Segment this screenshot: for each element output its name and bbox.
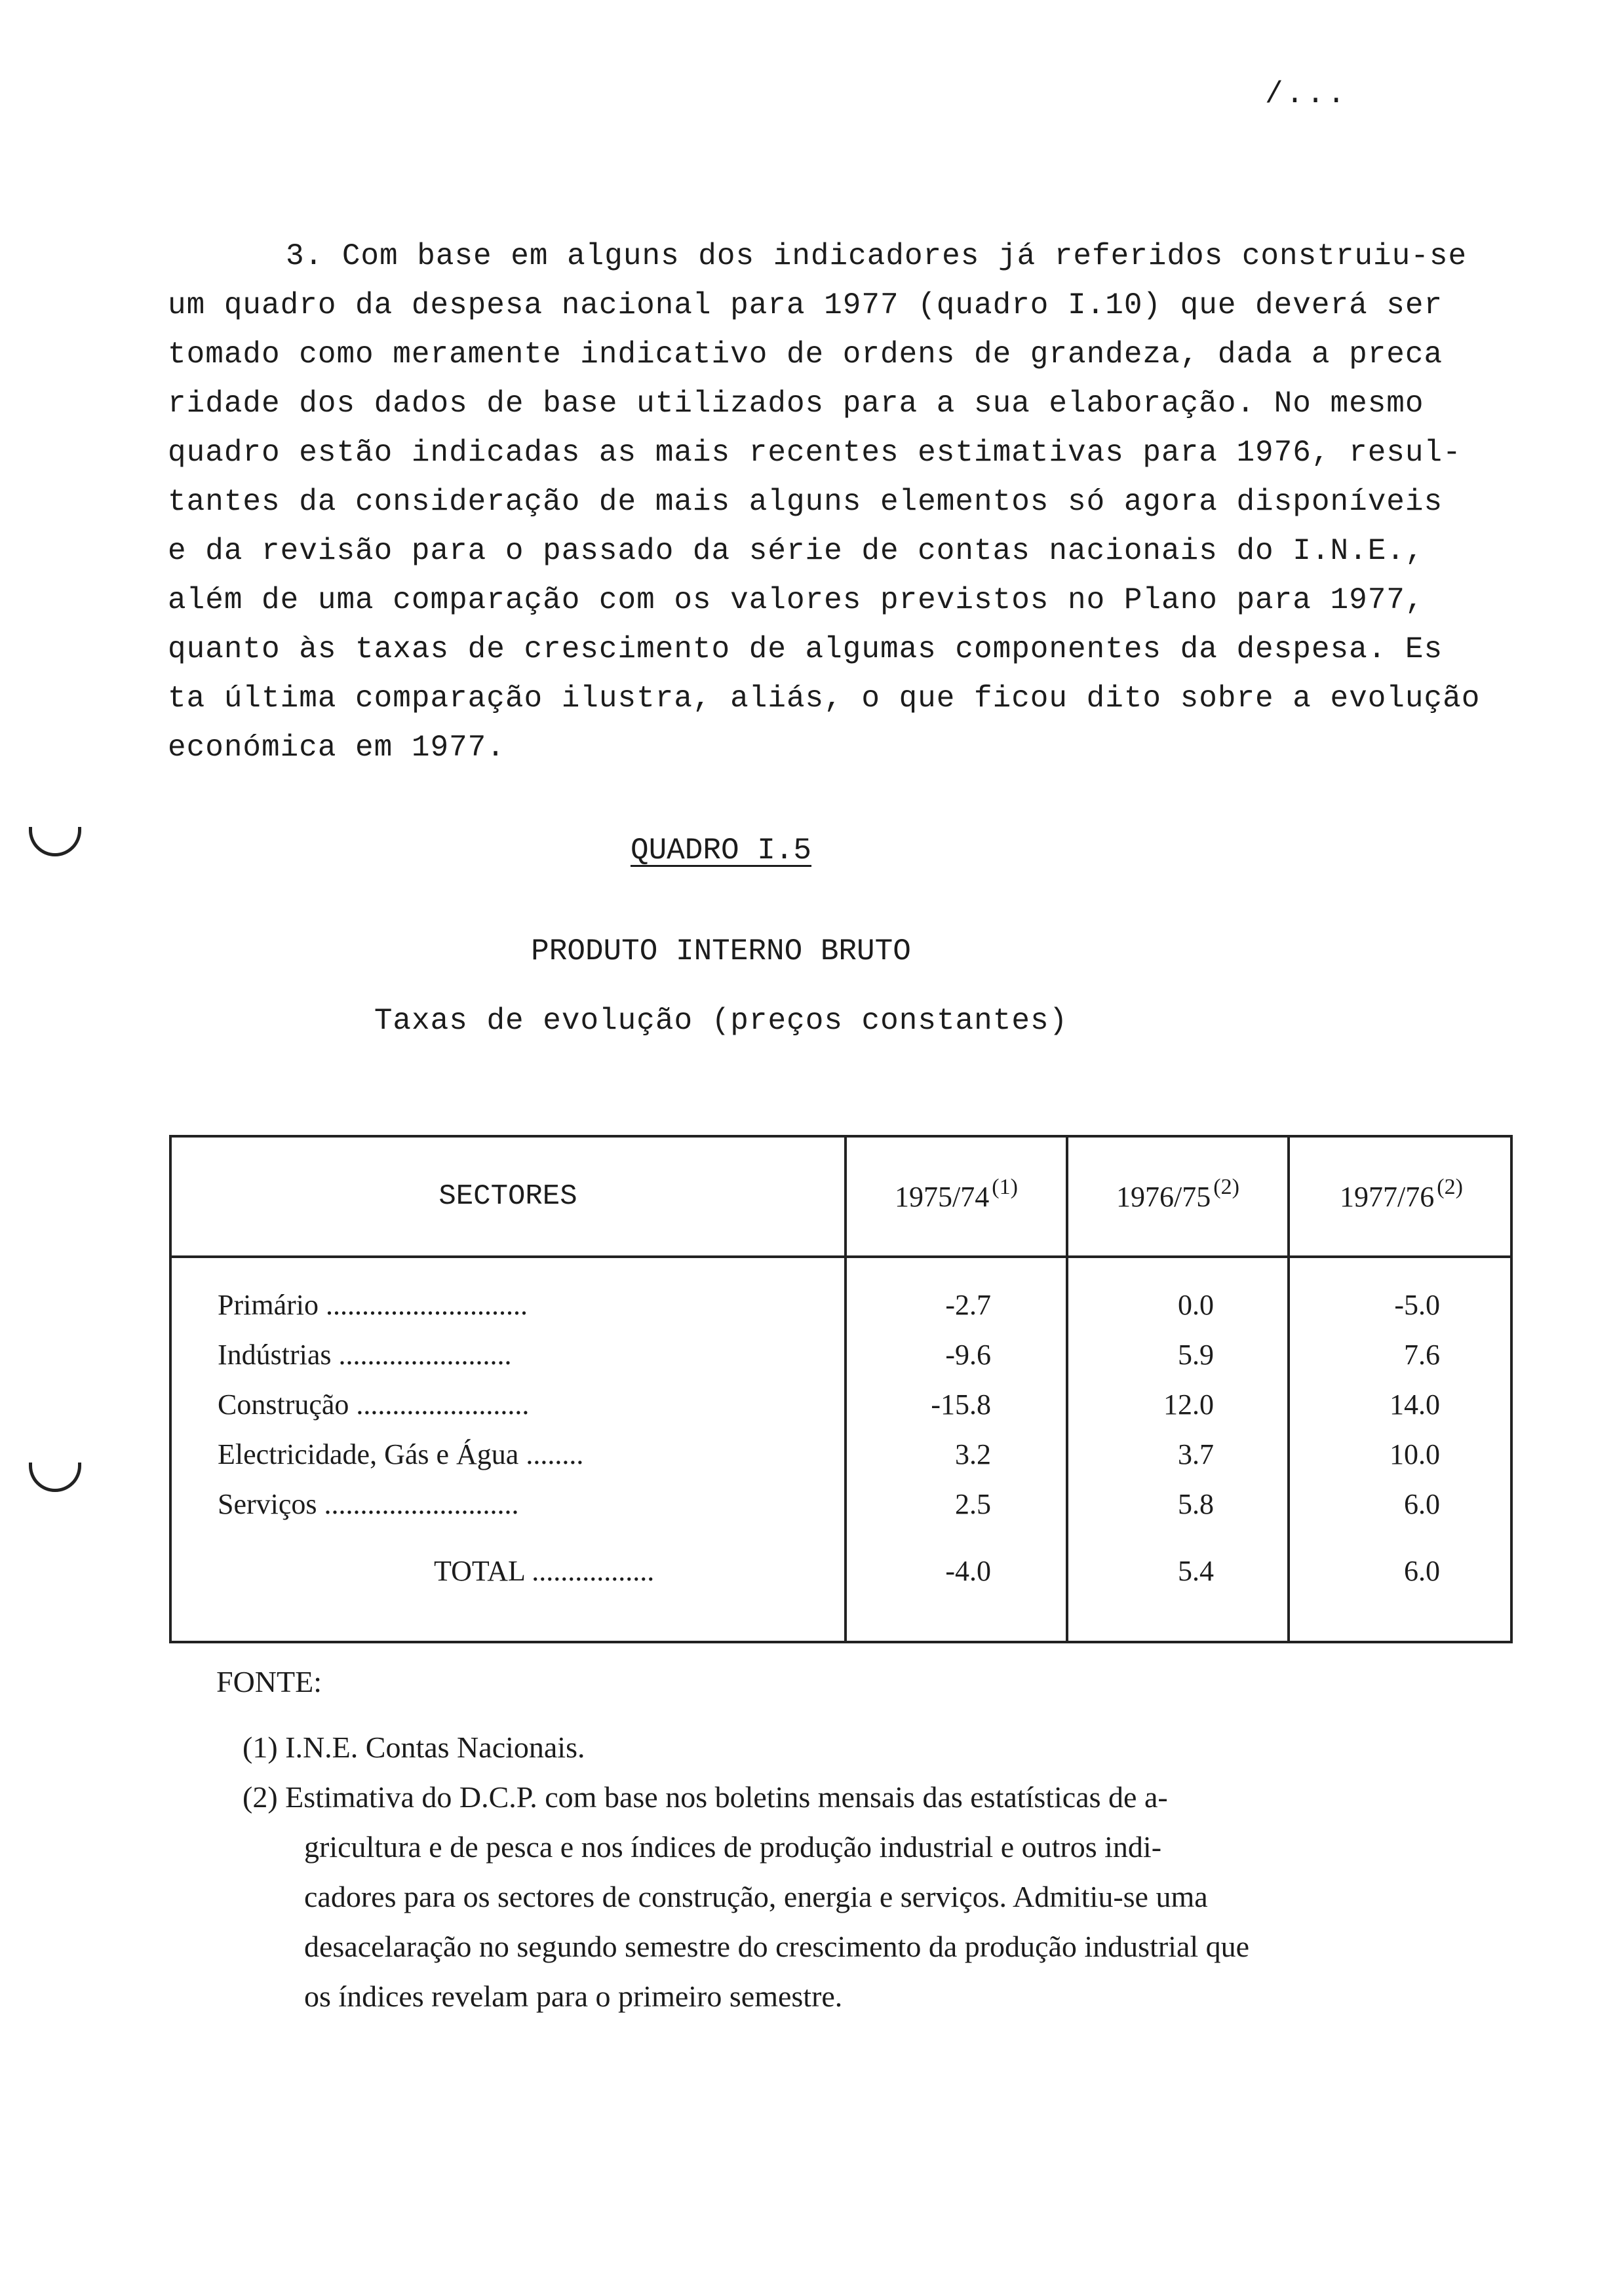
intro-line: e da revisão para o passado da série de contas nacionais do I.N.E., xyxy=(168,534,1424,568)
table-title: PRODUTO INTERNO BRUTO xyxy=(531,934,911,968)
row-value-1976-75: 5.8 xyxy=(1178,1488,1214,1520)
table-row-servicos xyxy=(172,1487,1513,1533)
header-sectors: SECTORES xyxy=(438,1180,577,1213)
row-value-1976-75: 3.7 xyxy=(1178,1438,1214,1470)
header-1976-75-label: 1976/75 xyxy=(1116,1180,1211,1213)
header-1975-74-note: (1) xyxy=(992,1175,1018,1199)
row-label: Primário ............................ xyxy=(218,1289,528,1321)
row-label: Construção ........................ xyxy=(218,1388,530,1421)
header-1977-76 xyxy=(1290,1138,1513,1255)
header-1977-76-label: 1977/76 xyxy=(1340,1180,1435,1213)
row-value-1975-74: 3.2 xyxy=(955,1438,991,1470)
table-row-construcao xyxy=(172,1388,1513,1434)
intro-line: tantes da consideração de mais alguns elementos só agora disponíveis xyxy=(168,485,1443,519)
note-2-line: desacelaração no segundo semestre do crescimento da produção industrial que xyxy=(304,1930,1250,1963)
note-1: (1) I.N.E. Contas Nacionais. xyxy=(243,1731,585,1764)
page-continuation-marker: /... xyxy=(1265,77,1348,111)
row-value-1975-74: -9.6 xyxy=(945,1339,991,1371)
table-subtitle: Taxas de evolução (preços constantes) xyxy=(374,1004,1068,1038)
row-value-1977-76: 10.0 xyxy=(1390,1438,1440,1470)
intro-line: económica em 1977. xyxy=(168,731,505,765)
intro-line: ta última comparação ilustra, aliás, o que ficou dito sobre a evolução xyxy=(168,681,1481,716)
intro-line: 3. Com base em alguns dos indicadores já referidos construiu-se xyxy=(286,239,1468,273)
header-1976-75 xyxy=(1068,1138,1287,1255)
note-2-line: os índices revelam para o primeiro semestre. xyxy=(304,1980,843,2013)
intro-line: um quadro da despesa nacional para 1977 (quadro I.10) que deverá ser xyxy=(168,288,1443,322)
table-row-electricidade xyxy=(172,1438,1513,1483)
total-value-1977-76: 6.0 xyxy=(1404,1555,1440,1587)
total-label: TOTAL ................. xyxy=(434,1555,655,1587)
table-row-primario xyxy=(172,1288,1513,1334)
table-row-total xyxy=(172,1554,1513,1600)
row-value-1975-74: -2.7 xyxy=(945,1289,991,1321)
intro-line: além de uma comparação com os valores previstos no Plano para 1977, xyxy=(168,583,1424,617)
intro-paragraph xyxy=(0,223,1615,799)
header-rule xyxy=(169,1255,1513,1258)
row-label: Serviços ........................... xyxy=(218,1488,519,1520)
row-label: Indústrias ........................ xyxy=(218,1339,512,1371)
source-label: FONTE: xyxy=(216,1665,322,1698)
table-number xyxy=(0,833,1442,868)
row-value-1976-75: 0.0 xyxy=(1178,1289,1214,1321)
header-1977-76-note: (2) xyxy=(1437,1175,1463,1199)
note-2-line: gricultura e de pesca e nos índices de produção industrial e outros indi- xyxy=(304,1830,1162,1864)
total-value-1976-75: 5.4 xyxy=(1178,1555,1214,1587)
table-row-industrias xyxy=(172,1338,1513,1384)
intro-line: tomado como meramente indicativo de ordens de grandeza, dada a preca xyxy=(168,337,1443,372)
intro-line: quadro estão indicadas as mais recentes estimativas para 1976, resul- xyxy=(168,436,1462,470)
header-1976-75-note: (2) xyxy=(1213,1175,1239,1199)
header-1975-74-label: 1975/74 xyxy=(895,1180,990,1213)
header-1975-74 xyxy=(847,1138,1066,1255)
row-value-1975-74: 2.5 xyxy=(955,1488,991,1520)
row-value-1977-76: 7.6 xyxy=(1404,1339,1440,1371)
table-number-text: QUADRO I.5 xyxy=(630,833,812,868)
intro-line: quanto às taxas de crescimento de algumas componentes da despesa. Es xyxy=(168,632,1443,666)
row-value-1977-76: 14.0 xyxy=(1390,1388,1440,1421)
row-value-1976-75: 5.9 xyxy=(1178,1339,1214,1371)
gdp-growth-table xyxy=(169,1135,1513,1643)
margin-binding-mark xyxy=(29,1463,81,1492)
row-value-1975-74: -15.8 xyxy=(931,1388,991,1421)
row-label: Electricidade, Gás e Água ........ xyxy=(218,1438,584,1470)
row-value-1977-76: -5.0 xyxy=(1394,1289,1440,1321)
row-value-1977-76: 6.0 xyxy=(1404,1488,1440,1520)
note-2-line: (2) Estimativa do D.C.P. com base nos boletins mensais das estatísticas de a- xyxy=(243,1780,1168,1814)
note-2-line: cadores para os sectores de construção, energia e serviços. Admitiu-se uma xyxy=(304,1880,1208,1913)
row-value-1976-75: 12.0 xyxy=(1163,1388,1214,1421)
intro-line: ridade dos dados de base utilizados para a sua elaboração. No mesmo xyxy=(168,387,1424,421)
total-value-1975-74: -4.0 xyxy=(945,1555,991,1587)
